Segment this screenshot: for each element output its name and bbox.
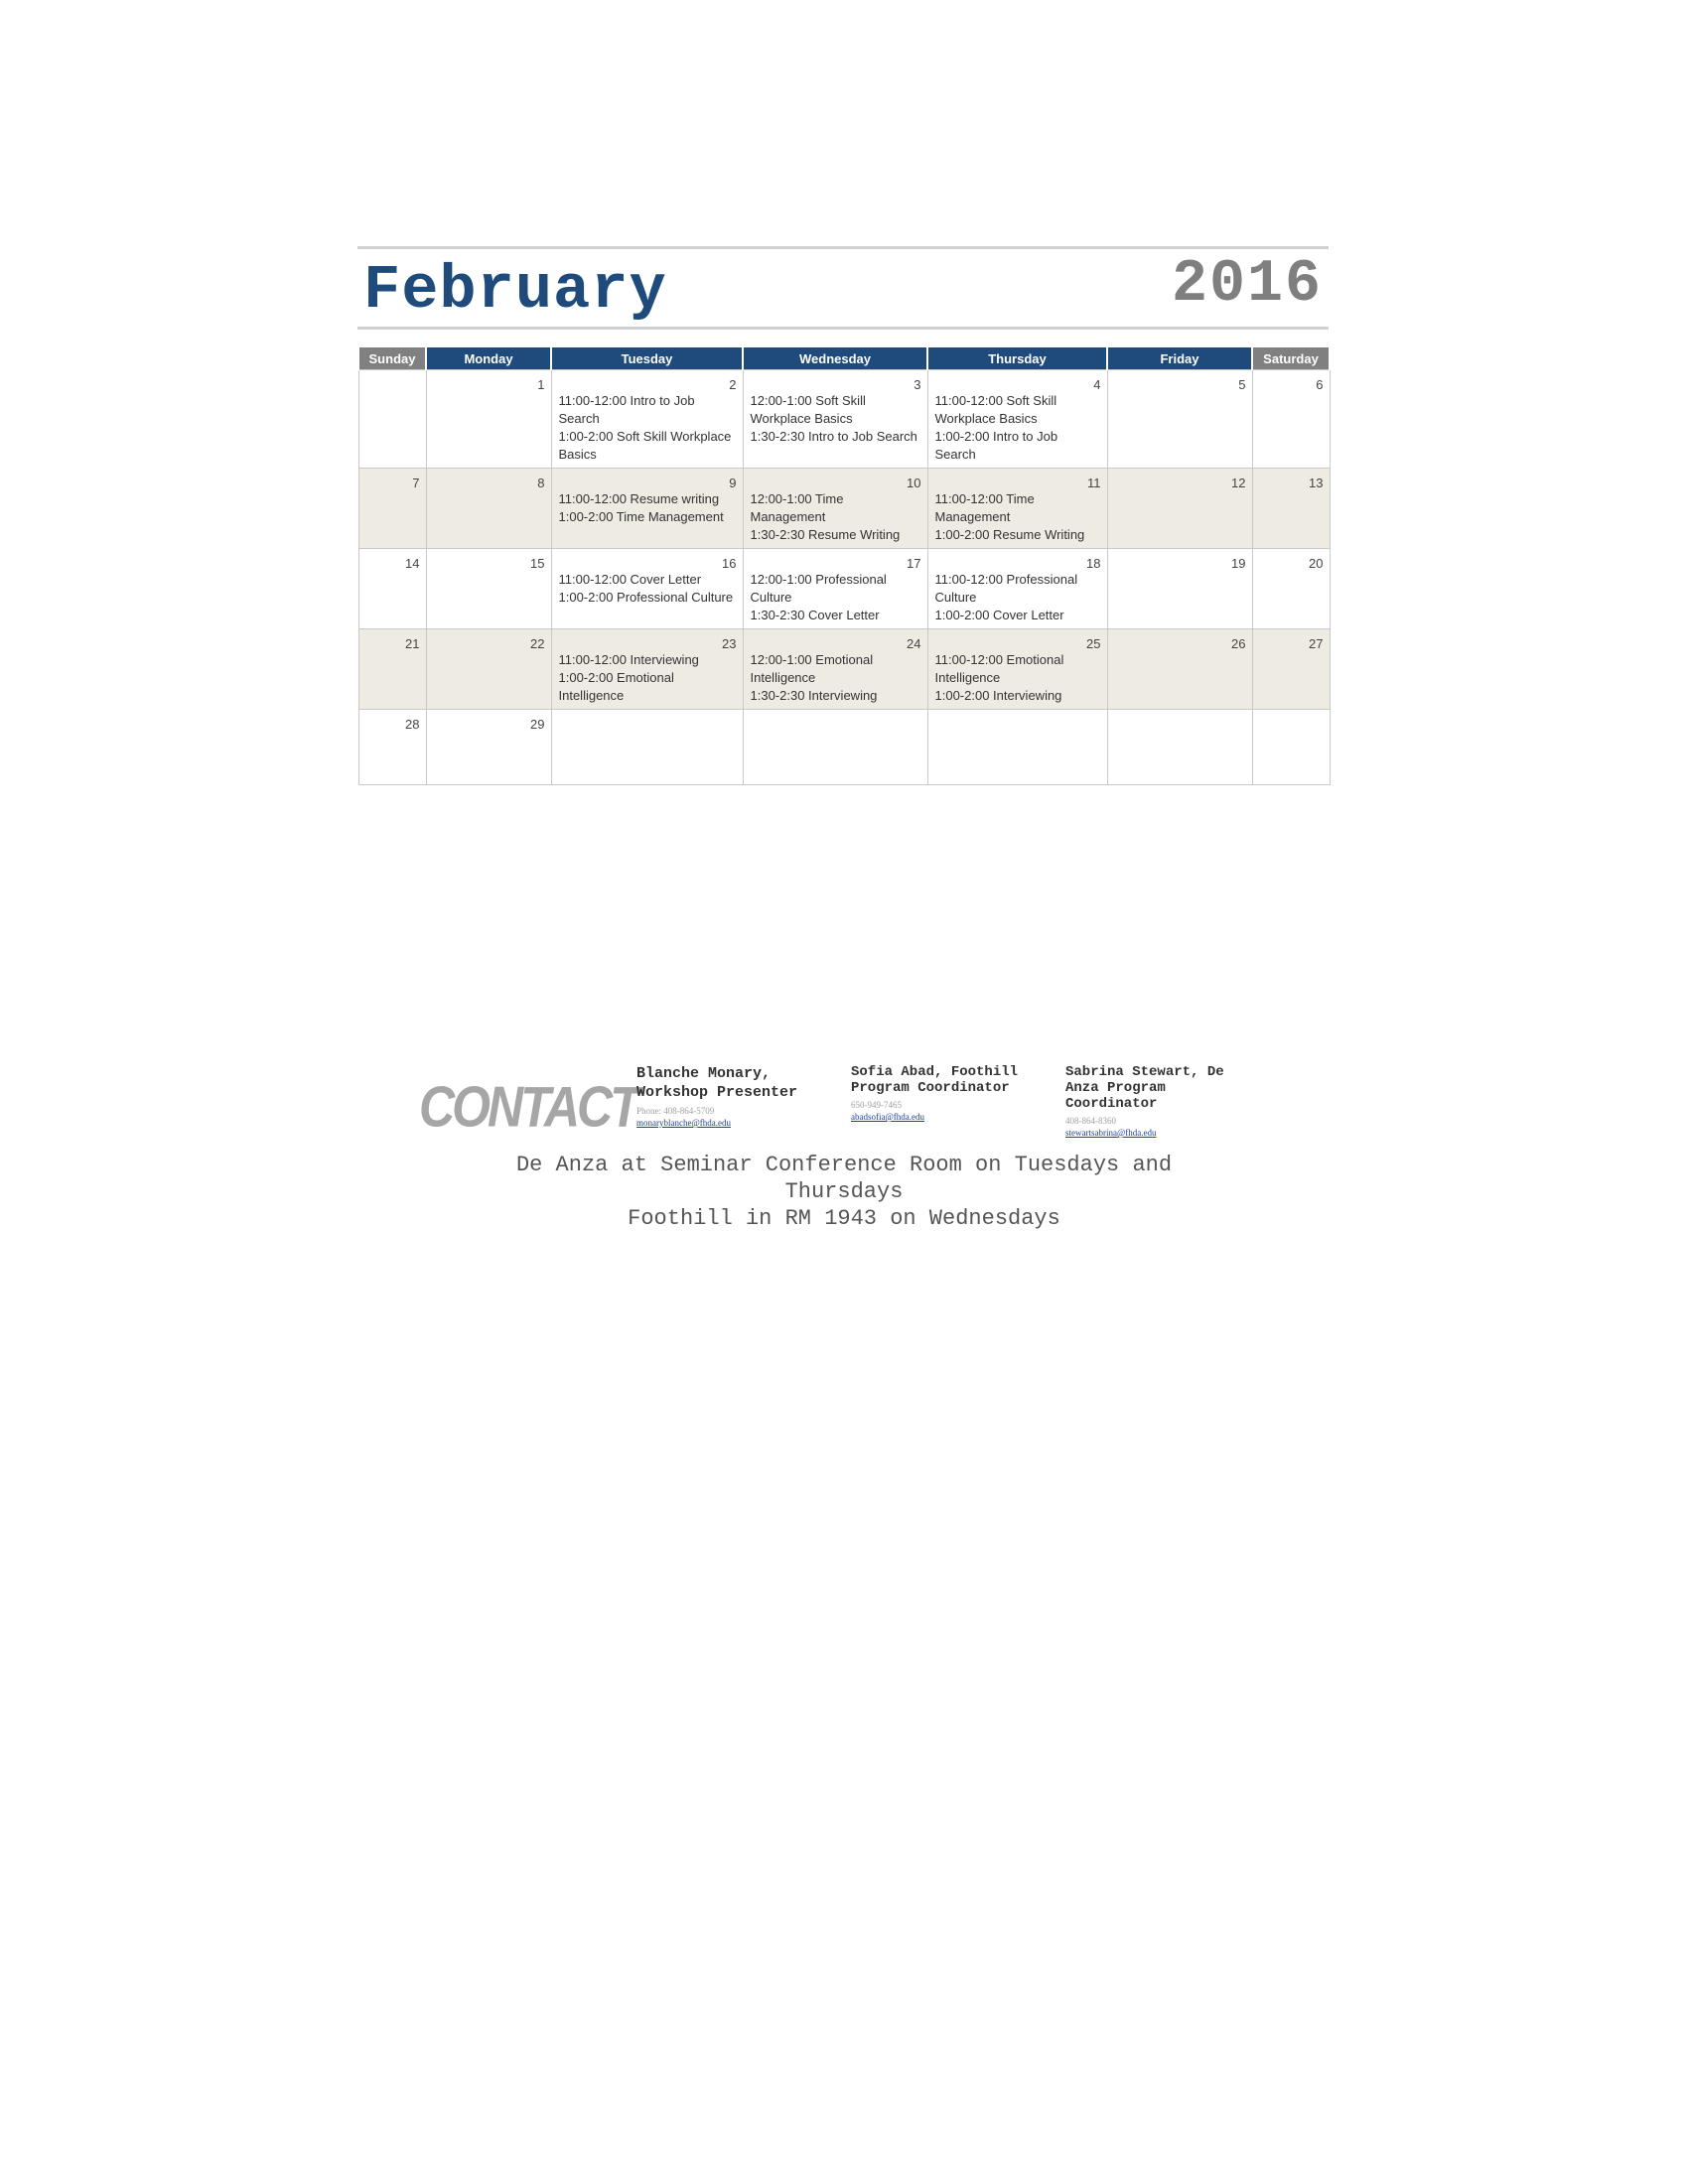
contact-person-2 (851, 1064, 1045, 1122)
day-number: 6 (1316, 377, 1324, 392)
contact-name: Sabrina Stewart, De Anza Program Coordinator (1065, 1064, 1224, 1112)
event-entry: 1:00-2:00 Cover Letter (934, 608, 1064, 622)
contact-name: Blanche Monary, Workshop Presenter (636, 1065, 798, 1101)
contact-name: Sofia Abad, Foothill Program Coordinator (851, 1064, 1019, 1096)
contact-email-link[interactable]: monaryblanche@fhda.edu (636, 1118, 732, 1128)
day-number: 8 (537, 476, 545, 490)
day-number (366, 370, 420, 378)
day-number: 21 (405, 636, 420, 651)
day-cell (1252, 370, 1330, 469)
contact-phone: 650-949-7465 (851, 1100, 902, 1110)
day-number: 27 (1309, 636, 1324, 651)
calendar-grid (357, 347, 1331, 785)
year-title: 2016 (1171, 251, 1323, 319)
event-entry: 11:00-12:00 Intro to Job Search (558, 393, 695, 426)
day-cell (927, 629, 1107, 710)
event-entry: 1:00-2:00 Soft Skill Workplace Basics (558, 429, 732, 462)
event-entry: 12:00-1:00 Soft Skill Workplace Basics (750, 393, 866, 426)
event-entry: 1:00-2:00 Emotional Intelligence (558, 670, 674, 703)
day-number: 23 (722, 636, 737, 651)
day-cell (426, 370, 551, 469)
day-number: 10 (907, 476, 921, 490)
day-number: 18 (1086, 556, 1101, 571)
event-entry: 11:00-12:00 Professional Culture (934, 572, 1078, 605)
week-row (358, 549, 1330, 629)
event-entry: 1:00-2:00 Interviewing (934, 688, 1062, 703)
day-cell (551, 710, 743, 785)
location-line: Foothill in RM 1943 on Wednesdays (628, 1206, 1060, 1231)
day-cell (1107, 370, 1252, 469)
contact-phone: Phone: 408-864-5709 (636, 1106, 715, 1116)
day-number: 12 (1231, 476, 1246, 490)
event-entry: 1:30-2:30 Resume Writing (750, 527, 901, 542)
day-cell (1107, 469, 1252, 549)
week-row (358, 710, 1330, 785)
day-number: 22 (530, 636, 545, 651)
weekday-header: Thursday (927, 347, 1107, 370)
day-number: 16 (722, 556, 737, 571)
day-number: 17 (907, 556, 921, 571)
event-entry: 11:00-12:00 Soft Skill Workplace Basics (934, 393, 1057, 426)
day-number: 3 (914, 377, 921, 392)
contact-logo: CONTACT (419, 1074, 637, 1140)
day-number: 28 (405, 717, 420, 732)
event-entry: 11:00-12:00 Cover Letter (558, 572, 702, 587)
week-row (358, 469, 1330, 549)
day-cell (1107, 710, 1252, 785)
weekday-header: Wednesday (743, 347, 927, 370)
day-number: 15 (530, 556, 545, 571)
day-number: 7 (412, 476, 420, 490)
day-cell (1252, 629, 1330, 710)
day-number (751, 710, 921, 718)
event-entry: 1:00-2:00 Resume Writing (934, 527, 1085, 542)
event-entry: 1:00-2:00 Time Management (558, 509, 724, 524)
day-number (1115, 710, 1246, 718)
day-number: 9 (729, 476, 737, 490)
weekday-header: Tuesday (551, 347, 743, 370)
day-cell (743, 549, 927, 629)
weekday-header: Friday (1107, 347, 1252, 370)
day-cell (927, 469, 1107, 549)
contact-person-1 (636, 1064, 835, 1128)
weekday-header-row (358, 347, 1330, 370)
day-number: 20 (1309, 556, 1324, 571)
day-cell (927, 549, 1107, 629)
day-cell (1107, 549, 1252, 629)
day-number: 24 (907, 636, 921, 651)
event-entry: 1:00-2:00 Intro to Job Search (934, 429, 1058, 462)
day-cell (743, 710, 927, 785)
day-number (559, 710, 737, 718)
event-entry: 12:00-1:00 Time Management (750, 491, 844, 524)
bottom-rule (357, 327, 1329, 330)
day-cell (358, 549, 426, 629)
day-cell (1252, 549, 1330, 629)
contact-email-link[interactable]: stewartsabrina@fhda.edu (1065, 1128, 1157, 1138)
calendar-container (357, 246, 1329, 785)
day-cell (551, 469, 743, 549)
day-cell (426, 710, 551, 785)
month-title: February (363, 255, 667, 326)
event-entry: 11:00-12:00 Interviewing (558, 652, 699, 667)
day-cell (426, 469, 551, 549)
day-cell (1252, 469, 1330, 549)
day-cell (358, 710, 426, 785)
event-entry: 11:00-12:00 Time Management (934, 491, 1035, 524)
contact-phone: 408-864-8360 (1065, 1116, 1116, 1126)
day-cell (426, 549, 551, 629)
week-row (358, 629, 1330, 710)
day-number: 26 (1231, 636, 1246, 651)
day-cell (743, 370, 927, 469)
day-number: 14 (405, 556, 420, 571)
day-cell (743, 469, 927, 549)
event-entry: 11:00-12:00 Emotional Intelligence (934, 652, 1064, 685)
day-cell (358, 629, 426, 710)
day-cell (358, 370, 426, 469)
day-number (935, 710, 1101, 718)
weekday-header: Sunday (358, 347, 426, 370)
day-cell (927, 710, 1107, 785)
contact-email-link[interactable]: abadsofia@fhda.edu (851, 1112, 925, 1122)
day-number: 25 (1086, 636, 1101, 651)
week-row (358, 370, 1330, 469)
day-cell (1107, 629, 1252, 710)
contact-person-3 (1065, 1064, 1254, 1138)
day-cell (743, 629, 927, 710)
day-number: 5 (1238, 377, 1246, 392)
day-cell (358, 469, 426, 549)
event-entry: 12:00-1:00 Professional Culture (750, 572, 887, 605)
day-cell (927, 370, 1107, 469)
day-cell (551, 549, 743, 629)
weekday-header: Saturday (1252, 347, 1330, 370)
event-entry: 1:00-2:00 Professional Culture (558, 590, 734, 605)
event-entry: 1:30-2:30 Interviewing (750, 688, 878, 703)
day-number: 2 (729, 377, 737, 392)
locations-note (467, 1152, 1221, 1232)
event-entry: 1:30-2:30 Cover Letter (750, 608, 880, 622)
day-cell (551, 370, 743, 469)
day-number: 4 (1093, 377, 1101, 392)
event-entry: 12:00-1:00 Emotional Intelligence (750, 652, 874, 685)
day-cell (426, 629, 551, 710)
day-cell (1252, 710, 1330, 785)
day-number: 11 (1087, 476, 1101, 490)
day-number: 1 (537, 377, 545, 392)
day-number (1260, 710, 1324, 718)
event-entry: 11:00-12:00 Resume writing (558, 491, 720, 506)
calendar-title-row (357, 249, 1329, 327)
weekday-header: Monday (426, 347, 551, 370)
event-entry: 1:30-2:30 Intro to Job Search (750, 429, 917, 444)
day-cell (551, 629, 743, 710)
day-number: 29 (530, 717, 545, 732)
day-number: 19 (1231, 556, 1246, 571)
location-line: De Anza at Seminar Conference Room on Tuesdays and Thursdays (515, 1153, 1173, 1204)
day-number: 13 (1309, 476, 1324, 490)
